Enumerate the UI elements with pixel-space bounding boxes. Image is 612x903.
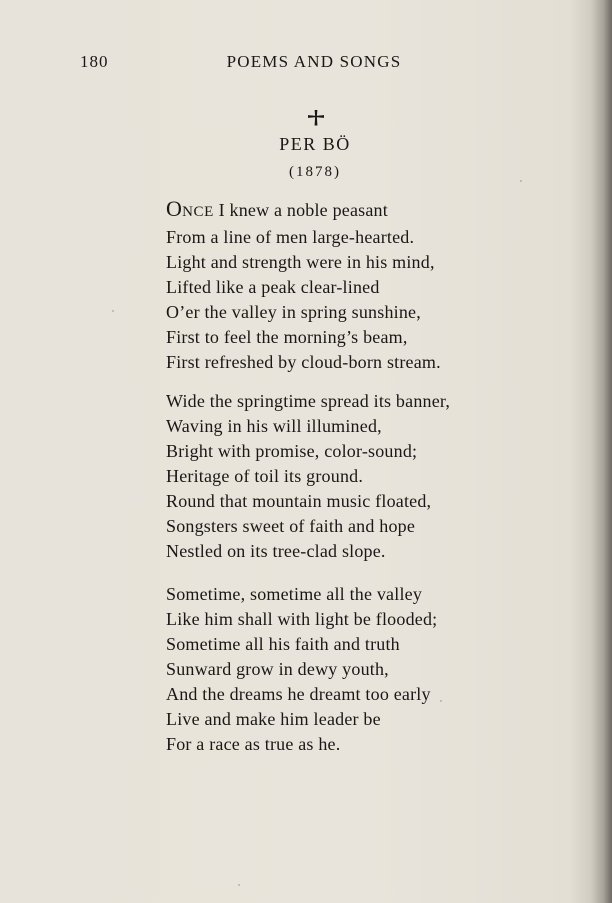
poem-line: Songsters sweet of faith and hope <box>166 516 416 536</box>
paper-speck <box>112 310 114 312</box>
stanza-2 <box>166 389 496 564</box>
poem-line: O’er the valley in spring sunshine, <box>166 302 421 322</box>
poem-line: Live and make him leader be <box>166 709 381 729</box>
page-number: 180 <box>80 52 109 71</box>
poem-line: For a race as true as he. <box>166 734 341 754</box>
poem-line: Like him shall with light be flooded; <box>166 609 438 629</box>
poem-line: Sometime all his faith and truth <box>166 634 400 654</box>
poem-line: Wide the springtime spread its banner, <box>166 391 451 411</box>
poem-line: First refreshed by cloud-born stream. <box>166 352 441 372</box>
poem-line: Light and strength were in his mind, <box>166 252 435 272</box>
poem-line: Nestled on its tree-clad slope. <box>166 541 386 561</box>
stanza-3 <box>166 582 496 757</box>
poem-line: From a line of men large-hearted. <box>166 227 415 247</box>
poem-line: Heritage of toil its ground. <box>166 466 364 486</box>
stanza-1 <box>166 196 496 375</box>
drop-cap: O <box>166 196 183 221</box>
poem-line: Lifted like a peak clear-lined <box>166 277 380 297</box>
page-edge-shadow <box>590 0 612 903</box>
first-line-rest: I knew a noble peasant <box>213 200 388 220</box>
cross-pattee-icon <box>308 110 324 126</box>
paper-speck <box>520 180 522 182</box>
poem-line: Round that mountain music floated, <box>166 491 432 511</box>
poem-line: First to feel the morning’s beam, <box>166 327 408 347</box>
running-title: POEMS AND SONGS <box>226 52 402 71</box>
poem-year: (1878) <box>289 164 341 180</box>
poem-line: Sometime, sometime all the valley <box>166 584 423 604</box>
poem-line: And the dreams he dreamt too early <box>166 684 431 704</box>
poem-line: Waving in his will illumined, <box>166 416 382 436</box>
paper-speck <box>238 884 240 886</box>
poem-title: PER BÖ <box>279 134 351 154</box>
poem-line: Bright with promise, color-sound; <box>166 441 418 461</box>
small-caps: NCE <box>182 204 214 220</box>
poem-line: Sunward grow in dewy youth, <box>166 659 389 679</box>
poem-first-line <box>166 196 496 225</box>
